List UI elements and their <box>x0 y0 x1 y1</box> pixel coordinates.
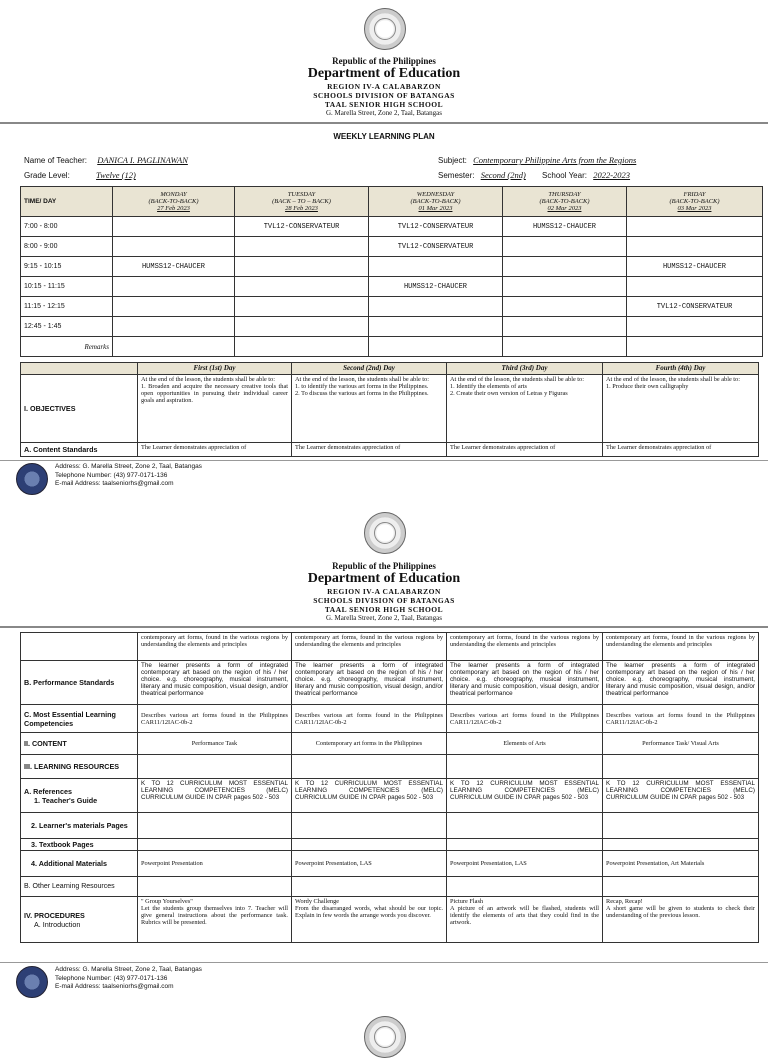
day-header: First (1st) Day <box>138 363 292 375</box>
school-text: TAAL SENIOR HIGH SCHOOL <box>324 100 444 109</box>
day-header: WEDNESDAY (BACK-TO-BACK) 01 Mar 2023 <box>369 187 503 217</box>
other-resources-row: B. Other Learning Resources <box>21 877 759 897</box>
learners-materials-row: 2. Learner's materials Pages <box>21 813 759 839</box>
footer-contact: Address: G. Marella Street, Zone 2, Taal, Batangas Telephone Number: (43) 977-0171-136 E-mail Address: taalseniorhs@gmail.com <box>55 966 202 990</box>
day-header: Second (2nd) Day <box>292 363 447 375</box>
deped-seal-icon <box>364 8 406 50</box>
school-logo-icon <box>16 463 48 495</box>
footer-email: E-mail Address: taalseniorhs@gmail.com <box>55 480 174 487</box>
region-text: REGION IV-A CALABARZON <box>327 82 441 91</box>
semester-label: Semester: <box>438 171 475 180</box>
department-title: Department of Education <box>307 66 461 81</box>
performance-standards-row: B. Performance Standards The learner presents a form of integrated contemporary art based on the region of his / her choice. e.g. choreography, musical instrument, literary and music composition, visual design, and/or theatrical performance The learner presents a form of integrated contemporary art based on the region of his / her choice. e.g. choreography, musical instrument, literary and music composition, visual design, and/or theatrical performance The learner presents a form of integrated contemporary art based on the region of his / her choice. e.g. choreography, musical instrument, literary and music composition, visual design, and/or theatrical performance The learner presents a form of integrated contemporary art based on the region of his / her choice. e.g. choreography, musical instrument, literary and music composition, visual design, and/or theatrical performance <box>21 661 759 705</box>
grade-field <box>24 170 136 180</box>
learning-resources-row: III. LEARNING RESOURCES <box>21 755 759 779</box>
letterhead <box>0 56 768 118</box>
schedule-table <box>20 186 763 357</box>
additional-materials-row: 4. Additional Materials Powerpoint Presentation Powerpoint Presentation, LAS Powerpoint Presentation, LAS Powerpoint Presentation, Art Materials <box>21 851 759 877</box>
table-row: 12:45 - 1:45 <box>21 317 763 337</box>
republic-text: Republic of the Philippines <box>332 56 436 66</box>
sy-value: 2022-2023 <box>593 170 631 180</box>
day-header-row <box>21 363 759 375</box>
school-logo-icon <box>16 966 48 998</box>
subject-value: Contemporary Philippine Arts from the Regions <box>473 155 637 165</box>
teacher-label: Name of Teacher: <box>24 156 87 165</box>
introduction-row: IV. PROCEDURES A. Introduction " Group Yourselves" Let the students group themselves into 7. Teacher will give general instructions about the performance task. Rubrics will be presented. Wordy Challenge From the disarranged words, what should be our topic. Explain in few words the arrange words you discover. Picture Flash A picture of an artwork will be flashed, students will identify the elements of arts that they could find in the artwork. Recap, Recap! A short game will be given to students to check their understanding of the previous lesson. <box>21 897 759 943</box>
textbook-pages-row: 3. Textbook Pages <box>21 839 759 851</box>
school-address: G. Marella Street, Zone 2, Taal, Batangas <box>325 109 442 117</box>
deped-seal-icon <box>364 1016 406 1058</box>
subject-label: Subject: <box>438 156 467 165</box>
header-divider <box>0 122 768 124</box>
footer-address: Address: G. Marella Street, Zone 2, Taal, Batangas <box>55 463 202 470</box>
sy-label: School Year: <box>542 171 587 180</box>
time-day-header: TIME/ DAY <box>21 187 113 217</box>
footer-divider <box>0 962 768 963</box>
letterhead: Republic of the Philippines Department of Education REGION IV-A CALABARZON SCHOOLS DIVISION OF BATANGAS TAAL SENIOR HIGH SCHOOL G. Marella Street, Zone 2, Taal, Batangas <box>307 561 461 622</box>
content-row: II. CONTENT Performance Task Contemporary art forms in the Philippines Elements of Arts Performance Task/ Visual Arts <box>21 733 759 755</box>
semester-field <box>438 170 630 180</box>
division-text: SCHOOLS DIVISION OF BATANGAS <box>313 91 455 100</box>
table-row: 11:15 - 12:15 TVL12-CONSERVATEUR <box>21 297 763 317</box>
subject-field <box>438 155 636 165</box>
teacher-value: DANICA I. PAGLINAWAN <box>97 155 188 165</box>
grade-label: Grade Level: <box>24 171 70 180</box>
references-row: A. References 1. Teacher's Guide K TO 12 CURRICULUM MOST ESSENTIAL LEARNING COMPETENCIES (MELC) CURRICULUM GUIDE IN CPAR pages 502 - 503 K TO 12 CURRICULUM MOST ESSENTIAL LEARNING COMPETENCIES (MELC) CURRICULUM GUIDE IN CPAR pages 502 - 503 K TO 12 CURRICULUM MOST ESSENTIAL LEARNING COMPETENCIES (MELC) CURRICULUM GUIDE IN CPAR pages 502 - 503 K TO 12 CURRICULUM MOST ESSENTIAL LEARNING COMPETENCIES (MELC) CURRICULUM GUIDE IN CPAR pages 502 - 503 <box>21 779 759 813</box>
melc-row: C. Most Essential Learning Competencies Describes various art forms found in the Philippines CAR11/12IAC-0b-2 Describes various art forms found in the Philippines CAR11/12IAC-0b-2 Describes various art forms found in the Philippines CAR11/12IAC-0b-2 Describes various art forms found in the Philippines CAR11/12IAC-0b-2 <box>21 705 759 733</box>
lesson-plan-table-2 <box>20 632 759 943</box>
objectives-row: I. OBJECTIVES At the end of the lesson, the students shall be able to: 1. Broaden and acquire the necessary creative tools that open opportunities in pursuing their individual career goals and aspiration. At the end of the lesson, the students shall be able to: 1. to identify the various art forms in the Philippines. 2. To discuss the various art forms in the Philippines. At the end of the lesson, the students shall be able to: 1. Identify the elements of arts 2. Create their own version of Letras y Figuras At the end of the lesson, the students shall be able to: 1. Produce their own calligraphy <box>21 375 759 443</box>
header-divider <box>0 626 768 628</box>
semester-value: Second (2nd) <box>480 170 526 180</box>
grade-value: Twelve (12) <box>96 170 136 180</box>
day-header: FRIDAY (BACK-TO-BACK) 03 Mar 2023 <box>627 187 763 217</box>
table-row: 8:00 - 9:00 TVL12-CONSERVATEUR <box>21 237 763 257</box>
footer-divider <box>0 460 768 461</box>
footer-phone: Telephone Number: (43) 977-0171-136 <box>55 471 168 479</box>
table-row: 7:00 - 8:00 TVL12-CONSERVATEUR TVL12-CONSERVATEUR HUMSS12-CHAUCER <box>21 217 763 237</box>
day-header: Third (3rd) Day <box>447 363 603 375</box>
teacher-field <box>24 155 188 165</box>
footer-contact <box>55 463 202 489</box>
deped-seal-icon <box>364 512 406 554</box>
plan-title: WEEKLY LEARNING PLAN <box>333 132 435 141</box>
content-standards-row: A. Content Standards The Learner demonstrates appreciation of The Learner demonstrates appreciation of The Learner demonstrates appreciation of The Learner demonstrates appreciation of <box>21 443 759 457</box>
day-header: THURSDAY (BACK-TO-BACK) 02 Mar 2023 <box>503 187 627 217</box>
table-row: 10:15 - 11:15 HUMSS12-CHAUCER <box>21 277 763 297</box>
day-header: MONDAY (BACK-TO-BACK) 27 Feb 2023 <box>113 187 235 217</box>
table-row: 9:15 - 10:15 HUMSS12-CHAUCER HUMSS12-CHAUCER <box>21 257 763 277</box>
day-header: TUESDAY (BACK – TO – BACK) 28 Feb 2023 <box>235 187 369 217</box>
lesson-plan-table-1 <box>20 362 759 457</box>
schedule-header-row <box>21 187 763 217</box>
remarks-row: Remarks <box>21 337 763 357</box>
day-header: Fourth (4th) Day <box>603 363 759 375</box>
content-standards-cont-row: contemporary art forms, found in the various regions by understanding the elements and principles contemporary art forms, found in the various regions by understanding the elements and principles contemporary art forms, found in the various regions by understanding the elements and principles contemporary art forms, found in the various regions by understanding the elements and principles <box>21 633 759 661</box>
